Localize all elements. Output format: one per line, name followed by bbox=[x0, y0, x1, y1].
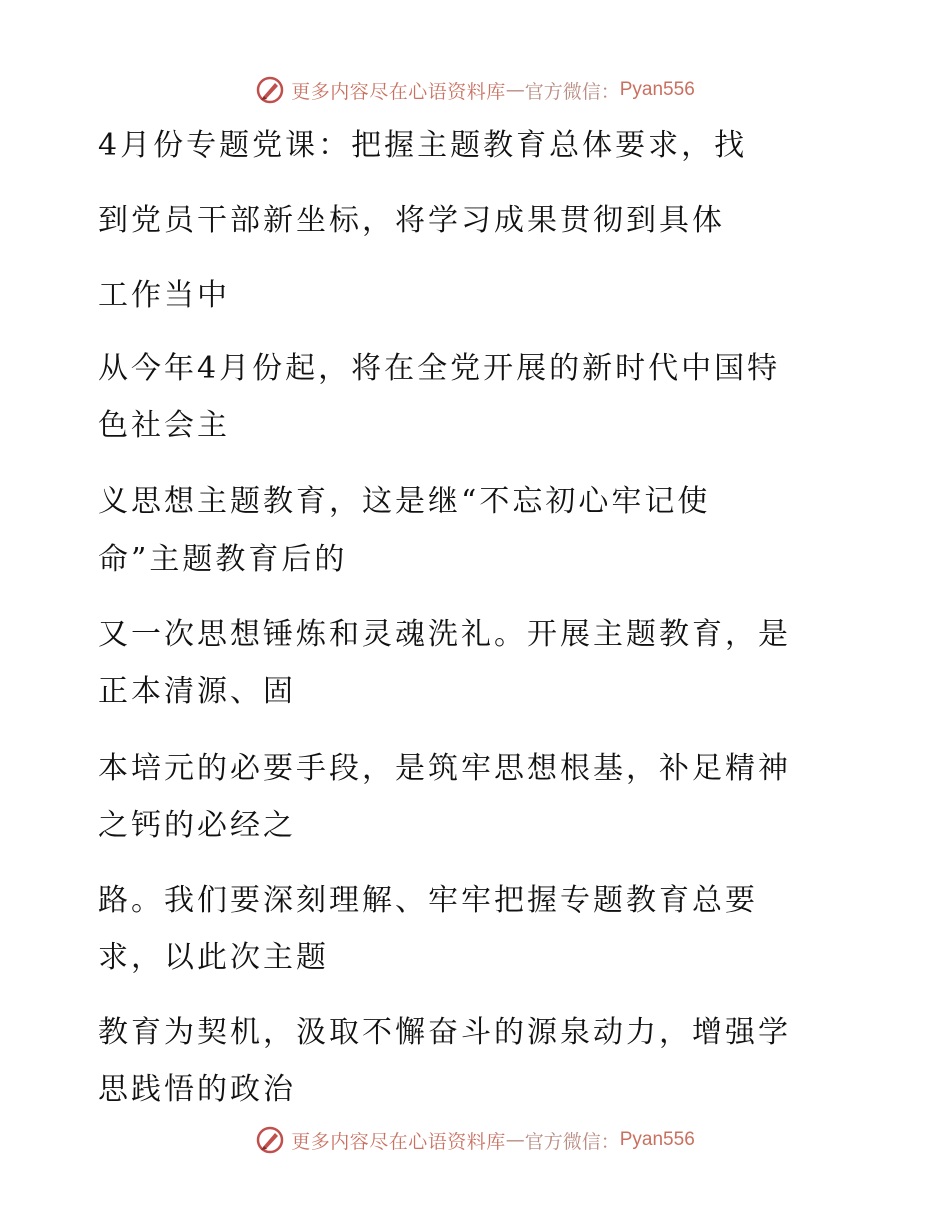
text-line: 义思想主题教育，这是继“不忘初心牢记使 bbox=[98, 484, 711, 519]
watermark-wechat-id: Pyan556 bbox=[619, 79, 695, 100]
text-line: 思践悟的政治 bbox=[98, 1072, 296, 1107]
watermark-dash: — bbox=[505, 1129, 525, 1151]
text-line: 命”主题教育后的 bbox=[98, 542, 348, 577]
watermark-wechat-label: 官方微信： bbox=[524, 80, 620, 103]
text-line: 又一次思想锤炼和灵魂洗礼。开展主题教育，是 bbox=[98, 617, 791, 652]
watermark-brand: 更多内容尽在心语资料库 bbox=[291, 80, 506, 103]
text-line: 求，以此次主题 bbox=[98, 940, 329, 975]
text-line: 正本清源、固 bbox=[98, 674, 296, 709]
text-line: 工作当中 bbox=[98, 278, 230, 313]
watermark-wechat-id: Pyan556 bbox=[619, 1129, 695, 1150]
watermark-dash: — bbox=[505, 79, 525, 101]
header-watermark bbox=[0, 70, 950, 110]
pen-logo-icon bbox=[255, 75, 285, 105]
text-line: 之钙的必经之 bbox=[98, 808, 296, 843]
pen-logo-icon bbox=[255, 1125, 285, 1155]
text-line: 本培元的必要手段，是筑牢思想根基，补足精神 bbox=[98, 751, 791, 786]
watermark-wechat-label: 官方微信： bbox=[524, 1130, 620, 1153]
watermark-brand: 更多内容尽在心语资料库 bbox=[291, 1130, 506, 1153]
text-line: 教育为契机，汲取不懈奋斗的源泉动力，增强学 bbox=[98, 1015, 791, 1050]
text-line: 从今年4月份起，将在全党开展的新时代中国特 bbox=[98, 351, 781, 386]
text-line: 到党员干部新坐标，将学习成果贯彻到具体 bbox=[98, 203, 725, 238]
footer-watermark bbox=[0, 1120, 950, 1160]
text-line: 色社会主 bbox=[98, 408, 230, 443]
text-line: 4月份专题党课：把握主题教育总体要求，找 bbox=[98, 128, 748, 163]
text-line: 路。我们要深刻理解、牢牢把握专题教育总要 bbox=[98, 883, 758, 918]
